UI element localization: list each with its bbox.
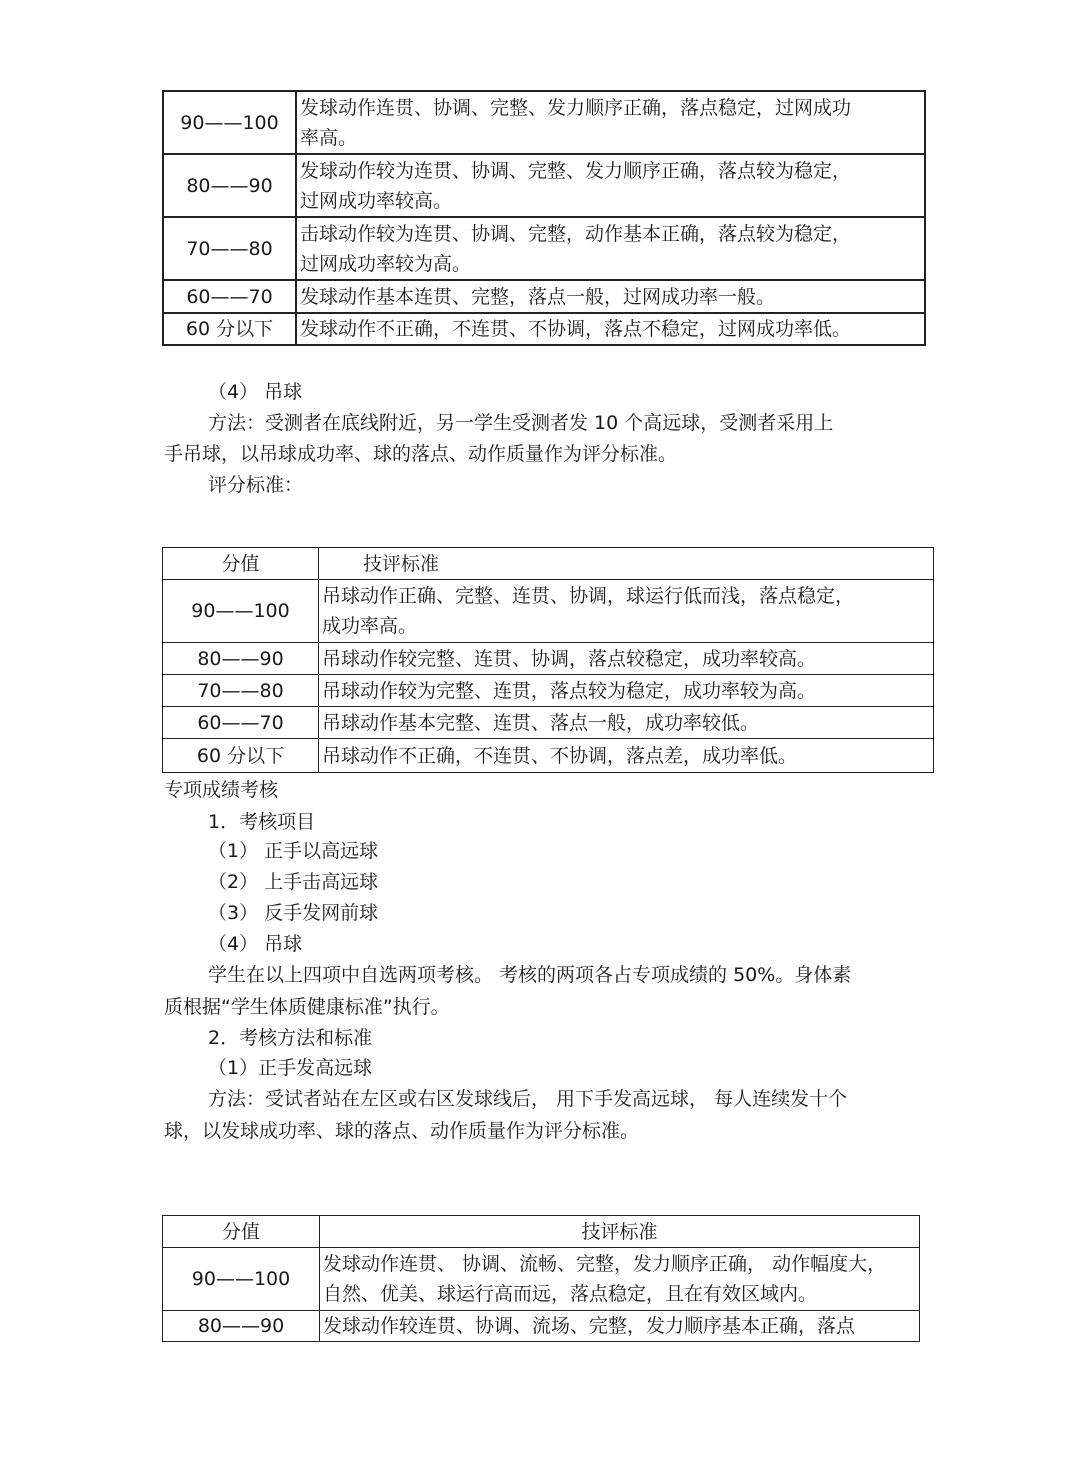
criteria-cell: 发球动作较为连贯、协调、完整、发力顺序正确，落点较为稳定， 过网成功率较高。	[296, 154, 925, 217]
score-header: 分值	[163, 1216, 320, 1248]
assessment-item: （3） 反手发网前球	[208, 902, 379, 924]
forehand-serve-criteria-table	[162, 1215, 920, 1342]
drop-shot-method-line-1: 方法：受测者在底线附近，另一学生受测者发 10 个高远球，受测者采用上	[208, 412, 834, 434]
score-cell: 60 分以下	[163, 739, 319, 773]
table-header-row	[163, 548, 934, 580]
method-line-1: 方法：受试者站在左区或右区发球线后， 用下手发高远球， 每人连续发十个	[208, 1088, 848, 1110]
table-row	[163, 154, 925, 217]
serve-criteria-table	[162, 90, 926, 346]
score-cell: 60——70	[163, 707, 319, 739]
table-row	[163, 739, 934, 773]
assessment-item: （1） 正手以高远球	[208, 840, 379, 862]
score-cell: 90——100	[163, 1248, 320, 1311]
assessment-note-line-1: 学生在以上四项中自选两项考核。 考核的两项各占专项成绩的 50%。身体素	[208, 964, 852, 986]
assessment-title: 专项成绩考核	[164, 779, 279, 801]
table-row	[163, 580, 934, 643]
table-row	[163, 1248, 920, 1311]
criteria-cell: 发球动作不正确，不连贯、不协调，落点不稳定，过网成功率低。	[296, 313, 925, 345]
criteria-header: 技评标准	[320, 1216, 920, 1248]
criteria-cell: 吊球动作较完整、连贯、协调，落点较稳定，成功率较高。	[319, 643, 934, 675]
table-header-row	[163, 1216, 920, 1248]
table-row	[163, 313, 925, 345]
score-cell: 70——80	[163, 675, 319, 707]
criteria-label: 评分标准：	[208, 474, 304, 496]
assessment-item: （2） 上手击高远球	[208, 871, 379, 893]
score-cell: 60——70	[163, 280, 296, 313]
criteria-cell: 击球动作较为连贯、协调、完整，动作基本正确，落点较为稳定， 过网成功率较为高。	[296, 217, 925, 280]
criteria-cell: 发球动作基本连贯、完整，落点一般，过网成功率一般。	[296, 280, 925, 313]
table-row	[163, 1311, 920, 1342]
method-heading: 2．考核方法和标准	[208, 1027, 373, 1049]
table-row	[163, 707, 934, 739]
table-row	[163, 280, 925, 313]
drop-shot-method-line-2: 手吊球，以吊球成功率、球的落点、动作质量作为评分标准。	[164, 443, 678, 465]
table-row	[163, 91, 925, 154]
drop-shot-criteria-table	[162, 547, 934, 773]
criteria-cell: 吊球动作基本完整、连贯、落点一般，成功率较低。	[319, 707, 934, 739]
criteria-cell: 发球动作连贯、 协调、流畅、完整，发力顺序正确， 动作幅度大， 自然、优美、球运行高而远，落点稳定，且在有效区域内。	[320, 1248, 920, 1311]
criteria-header: 技评标准	[319, 548, 934, 580]
criteria-cell: 吊球动作正确、完整、连贯、协调，球运行低而浅，落点稳定， 成功率高。	[319, 580, 934, 643]
score-cell: 60 分以下	[163, 313, 296, 345]
table-row	[163, 675, 934, 707]
criteria-cell: 发球动作较连贯、协调、流场、完整，发力顺序基本正确，落点	[320, 1311, 920, 1342]
method-subheading: （1）正手发高远球	[208, 1057, 373, 1079]
score-header: 分值	[163, 548, 319, 580]
score-cell: 70——80	[163, 217, 296, 280]
table-row	[163, 217, 925, 280]
score-cell: 80——90	[163, 643, 319, 675]
assessment-note-line-2: 质根据“学生体质健康标准”执行。	[164, 996, 450, 1018]
drop-shot-heading: （4） 吊球	[208, 381, 303, 403]
table-row	[163, 643, 934, 675]
criteria-cell: 吊球动作不正确，不连贯、不协调，落点差，成功率低。	[319, 739, 934, 773]
assessment-items-heading: 1．考核项目	[208, 811, 316, 833]
score-cell: 80——90	[163, 1311, 320, 1342]
method-line-2: 球，以发球成功率、球的落点、动作质量作为评分标准。	[164, 1120, 640, 1142]
score-cell: 90——100	[163, 91, 296, 154]
assessment-item: （4） 吊球	[208, 933, 303, 955]
criteria-cell: 吊球动作较为完整、连贯，落点较为稳定，成功率较为高。	[319, 675, 934, 707]
score-cell: 80——90	[163, 154, 296, 217]
score-cell: 90——100	[163, 580, 319, 643]
criteria-cell: 发球动作连贯、协调、完整、发力顺序正确，落点稳定，过网成功 率高。	[296, 91, 925, 154]
